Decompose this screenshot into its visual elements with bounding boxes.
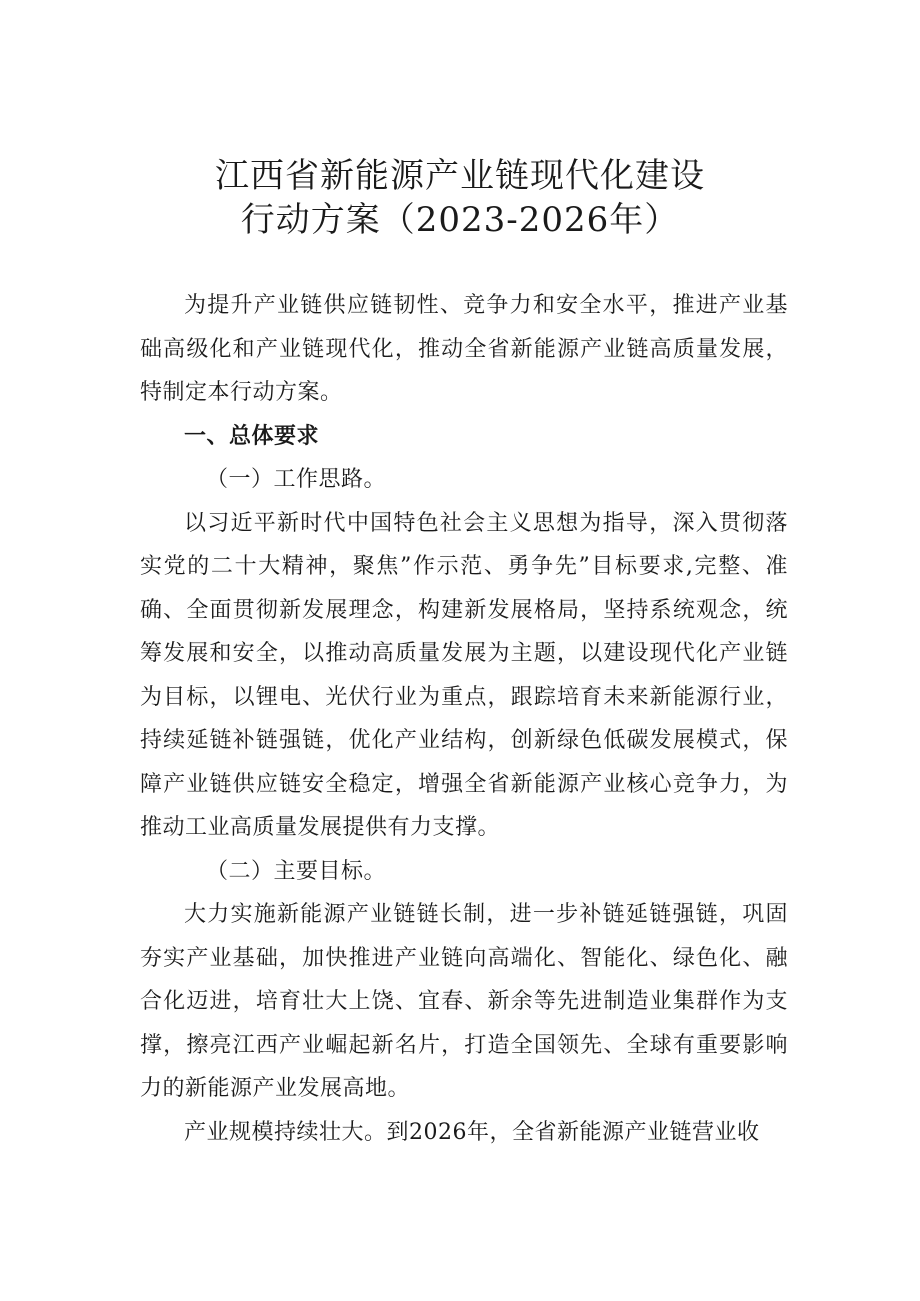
- document-title-line-1: 江西省新能源产业链现代化建设: [215, 156, 705, 196]
- subsection-heading-main-goals: （二）主要目标。: [206, 858, 387, 884]
- document-title-line-2: 行动方案（2023-2026年）: [240, 200, 680, 240]
- industry-scale-paragraph: 产业规模持续壮大。到2026年，全省新能源产业链营业收: [184, 1119, 760, 1145]
- main-goals-paragraph: 大力实施新能源产业链链长制，进一步补链延链强链，巩固夯实产业基础，加快推进产业链向高端化、智能化、绿色化、融合化迈进，培育壮大上饶、宜春、新余等先进制造业集群作为支撑，擦亮江西产业崛起新名片，打造全国领先、全球有重要影响力的新能源产业发展高地。: [140, 902, 788, 1101]
- section-heading-general-requirements: 一、总体要求: [184, 423, 320, 449]
- subsection-heading-work-approach: （一）工作思路。: [206, 467, 387, 492]
- intro-paragraph: 为提升产业链供应链韧性、竞争力和安全水平，推进产业基础高级化和产业链现代化，推动全省新能源产业链高质量发展，特制定本行动方案。: [140, 293, 788, 405]
- document-body: [140, 284, 788, 1154]
- work-approach-paragraph: 以习近平新时代中国特色社会主义思想为指导，深入贯彻落实党的二十大精神，聚焦”作示范、勇争先”目标要求,完整、准确、全面贯彻新发展理念，构建新发展格局，坚持系统观念，统筹发展和安全，以推动高质量发展为主题，以建设现代化产业链为目标，以锂电、光伏行业为重点，跟踪培育未来新能源行业，持续延链补链强链，优化产业结构，创新绿色低碳发展模式，保障产业链供应链安全稳定，增强全省新能源产业核心竞争力，为推动工业高质量发展提供有力支撑。: [140, 510, 788, 840]
